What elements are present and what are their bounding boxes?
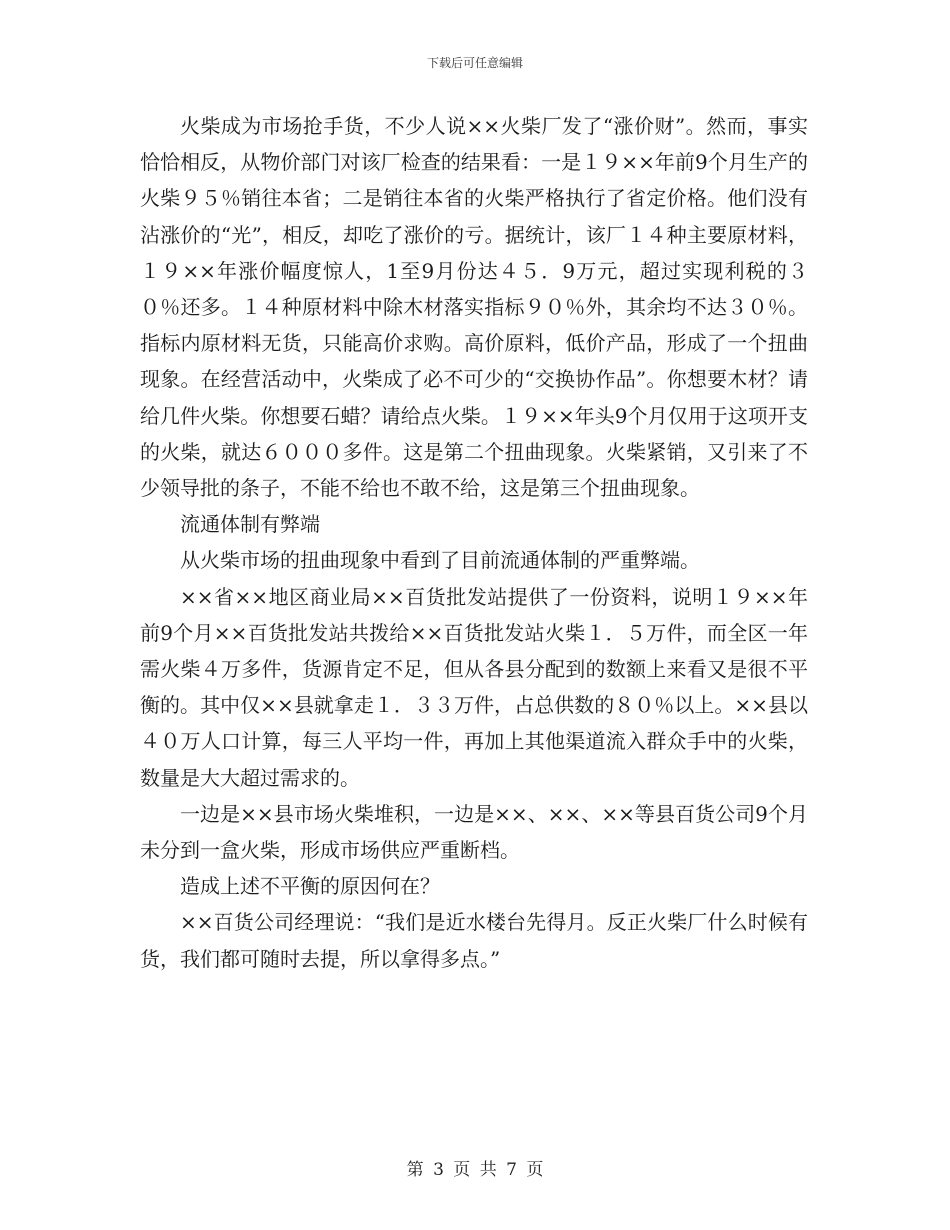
page-number: 第 3 页 共 7 页 xyxy=(406,1160,544,1180)
document-body xyxy=(140,108,808,977)
paragraph-4: 一边是××县市场火柴堆积，一边是××、××、××等县百货公司9个月未分到一盒火柴，形成市场供应严重断档。 xyxy=(140,801,808,863)
section-heading: 流通体制有弊端 xyxy=(180,512,320,537)
paragraph-6: ××百货公司经理说：“我们是近水楼台先得月。反正火柴厂什么时候有货，我们都可随时去提，所以拿得多点。” xyxy=(140,910,808,971)
paragraph-5: 造成上述不平衡的原因何在？ xyxy=(180,874,440,899)
paragraph-1: 火柴成为市场抢手货，不少人说××火柴厂发了“涨价财”。然而，事实恰恰相反，从物价部门对该厂检查的结果看：一是１９××年前9个月生产的火柴９５％销往本省；二是销往本省的火柴严格执行了省定价格。他们没有沾涨价的“光”，相反，却吃了涨价的亏。据统计，该厂１４种主要原材料，１９××年涨价幅度惊人，1至9月份达４５．9万元，超过实现利税的３０％还多。１４种原材料中除木材落实指标９０％外，其余均不达３０％。指标内原材料无货，只能高价求购。高价原料，低价产品，形成了一个扭曲现象。在经营活动中，火柴成了必不可少的“交换协作品”。你想要木材？请给几件火柴。你想要石蜡？请给点火柴。１９××年头9个月仅用于这项开支的火柴，就达６０００多件。这是第二个扭曲现象。火柴紧销，又引来了不少领导批的条子，不能不给也不敢不给，这是第三个扭曲现象。 xyxy=(140,114,808,501)
paragraph-3: ××省××地区商业局××百货批发站提供了一份资料，说明１９××年前9个月××百货批发站共拨给××百货批发站火柴１．５万件，而全区一年需火柴４万多件，货源肯定不足，但从各县分配到的数额上来看又是很不平衡的。其中仅××县就拿走１．３３万件，占总供数的８０％以上。××县以４０万人口计算，每三人平均一件，再加上其他渠道流入群众手中的火柴，数量是大大超过需求的。 xyxy=(140,584,808,790)
paragraph-2: 从火柴市场的扭曲现象中看到了目前流通体制的严重弊端。 xyxy=(180,548,700,573)
page-header: 下载后可任意编辑 xyxy=(426,56,523,70)
